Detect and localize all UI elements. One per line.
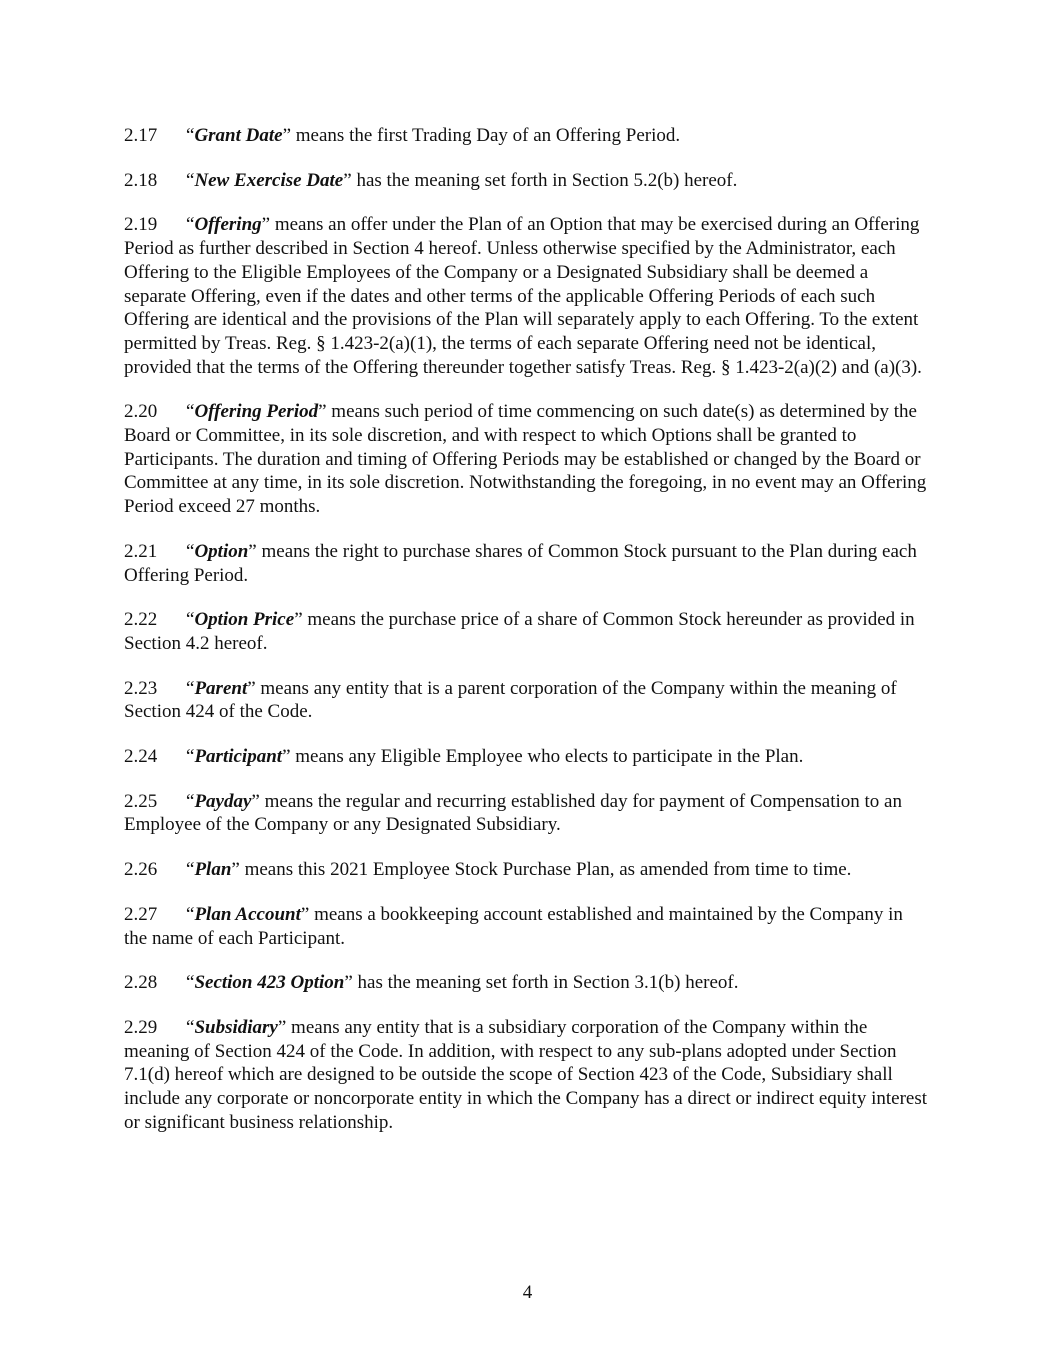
definition-text: means the regular and recurring established day for payment of Compensation to an Employee of the Company or any Designated Subsidiary.: [124, 790, 902, 836]
definition-2-29: [124, 1016, 930, 1135]
defined-term: New Exercise Date: [194, 169, 344, 191]
definition-text: means an offer under the Plan of an Option that may be exercised during an Offering Period as further described in Section 4 hereof. Unless otherwise specified by the Administrator, each Offering to the Eligible Employees of the Company or a Designated Subsidiary shall be deemed a separate Offering, even if the dates and other terms of the applicable Offering Periods of each such Offering are identical and the provisions of the Plan will separately apply to each Offering. To the extent permitted by Treas. Reg. § 1.423-2(a)(1), the terms of each separate Offering need not be identical, provided that the terms of the Offering thereunder together satisfy Treas. Reg. § 1.423-2(a)(2) and (a)(3).: [124, 214, 922, 378]
defined-term: Option Price: [194, 609, 295, 631]
open-quote: “: [186, 609, 195, 631]
defined-term: Plan Account: [194, 903, 301, 925]
definition-text: means any entity that is a parent corporation of the Company within the meaning of Section 424 of the Code.: [124, 677, 897, 723]
defined-term: Plan: [194, 859, 232, 881]
section-number: 2.29: [124, 1016, 158, 1038]
close-quote: ”: [343, 169, 352, 191]
definition-text: means any entity that is a subsidiary corporation of the Company within the meaning of Section 424 of the Code. In addition, with respect to any sub-plans adopted under Section 7.1(d) hereof which are designed to be outside the scope of Section 423 of the Code, Subsidiary shall include any corporate or noncorporate entity in which the Company has a direct or indirect equity interest or significant business relationship.: [124, 1016, 928, 1133]
section-number: 2.25: [124, 790, 158, 812]
close-quote: ”: [344, 972, 353, 994]
close-quote: ”: [282, 125, 292, 146]
defined-term: Payday: [194, 790, 252, 812]
definition-2-17: [124, 124, 930, 148]
open-quote: “: [186, 972, 195, 994]
open-quote: “: [186, 903, 195, 925]
open-quote: “: [186, 677, 195, 699]
close-quote: ”: [261, 214, 271, 236]
defined-term: Offering Period: [194, 401, 319, 423]
definition-2-20: [124, 400, 930, 519]
close-quote: ”: [277, 1016, 287, 1038]
section-number: 2.18: [124, 169, 158, 191]
definition-2-19: [124, 213, 930, 379]
definition-text: has the meaning set forth in Section 5.2(b) hereof.: [351, 169, 738, 191]
close-quote: ”: [294, 609, 303, 631]
page-number: 4: [522, 1282, 533, 1303]
close-quote: ”: [282, 746, 291, 768]
open-quote: “: [186, 1016, 195, 1038]
section-number: 2.22: [124, 609, 158, 631]
defined-term: Parent: [194, 677, 248, 699]
open-quote: “: [186, 214, 195, 236]
definition-2-26: [124, 858, 930, 882]
definitions-list: [124, 124, 930, 1156]
section-number: 2.27: [124, 903, 158, 925]
definition-text: means this 2021 Employee Stock Purchase Plan, as amended from time to time.: [239, 859, 852, 881]
definition-2-22: [124, 608, 930, 655]
section-number: 2.20: [124, 401, 158, 423]
section-number: 2.26: [124, 859, 158, 881]
section-number: 2.19: [124, 214, 158, 236]
close-quote: ”: [318, 401, 327, 423]
close-quote: ”: [300, 903, 310, 925]
definition-text: means a bookkeeping account established and maintained by the Company in the name of each Participant.: [124, 903, 903, 949]
definition-text: means such period of time commencing on such date(s) as determined by the Board or Committee, in its sole discretion, and with respect to which Options shall be granted to Participants. The duration and timing of Offering Periods may be established or changed by the Board or Committee at any time, in its sole discretion. Notwithstanding the foregoing, in no event may an Offering Period exceed 27 months.: [124, 401, 927, 518]
defined-term: Offering: [194, 214, 262, 236]
defined-term: Section 423 Option: [194, 972, 345, 994]
open-quote: “: [186, 540, 195, 562]
section-number: 2.23: [124, 677, 158, 699]
section-number: 2.21: [124, 540, 158, 562]
definition-2-28: [124, 971, 930, 995]
section-number: 2.24: [124, 746, 158, 768]
definition-2-21: [124, 540, 930, 587]
definition-2-25: [124, 790, 930, 837]
definition-text: means the purchase price of a share of Common Stock hereunder as provided in Section 4.2 hereof.: [124, 609, 915, 654]
open-quote: “: [186, 746, 195, 768]
defined-term: Participant: [194, 746, 283, 768]
section-number: 2.17: [124, 125, 158, 146]
close-quote: ”: [248, 540, 257, 562]
defined-term: Grant Date: [194, 125, 283, 146]
defined-term: Option: [194, 540, 249, 562]
definition-2-27: [124, 903, 930, 950]
definition-2-24: [124, 745, 930, 769]
definition-2-23: [124, 677, 930, 724]
section-number: 2.28: [124, 972, 158, 994]
open-quote: “: [186, 790, 195, 812]
close-quote: ”: [247, 677, 256, 699]
definition-text: means the first Trading Day of an Offering Period.: [291, 125, 681, 146]
definition-text: means the right to purchase shares of Common Stock pursuant to the Plan during each Offering Period.: [124, 540, 917, 586]
close-quote: ”: [231, 859, 240, 881]
definition-text: has the meaning set forth in Section 3.1(b) hereof.: [352, 972, 739, 994]
definition-2-18: [124, 169, 930, 193]
open-quote: “: [186, 169, 195, 191]
close-quote: ”: [251, 790, 260, 812]
open-quote: “: [186, 859, 195, 881]
open-quote: “: [186, 401, 195, 423]
defined-term: Subsidiary: [194, 1016, 278, 1038]
open-quote: “: [186, 125, 195, 146]
definition-text: means any Eligible Employee who elects to participate in the Plan.: [290, 746, 804, 768]
